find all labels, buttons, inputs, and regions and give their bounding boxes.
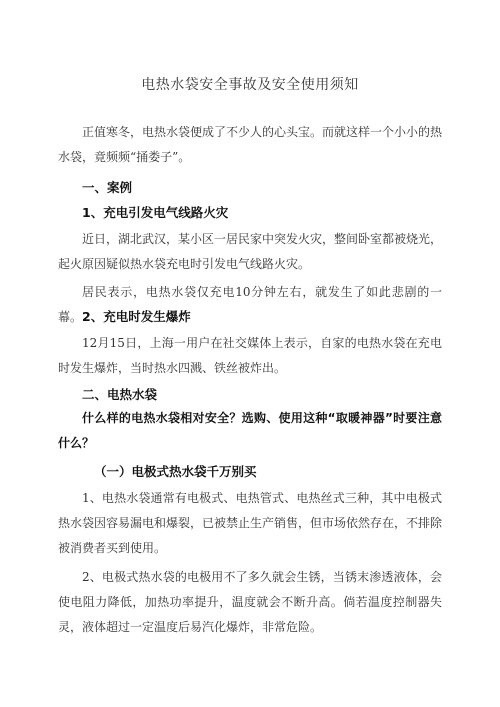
case2-paragraph-1: 12月15日，上海一用户在社交媒体上表示，自家的电热水袋在充电时发生爆炸，当时热水四溅、铁丝被炸出。 <box>58 336 442 375</box>
section-heading-cases: 一、案例 <box>82 180 133 195</box>
safety-question: 什么样的电热水袋相对安全？选购、使用这种“取暖神器”时要注意什么？ <box>58 411 442 450</box>
subsection-heading-electrode: （一）电极式热水袋千万别买 <box>94 464 257 479</box>
case1-paragraph-1: 近日，湖北武汉，某小区一居民家中突发火灾，整间卧室都被烧光，起火原因疑似热水袋充电时引发电气线路火灾。 <box>58 232 443 271</box>
case1-paragraph-2: 居民表示，电热水袋仅充电10分钟左右，就发生了如此悲剧的一幕。 <box>58 285 442 324</box>
section-heading-hot-water-bag: 二、电热水袋 <box>82 387 158 402</box>
electrode-paragraph-2: 2、电极式热水袋的电极用不了多久就会生锈，当锈末渗透液体，会使电阻力降低，加热功率提升，温度就会不断升高。倘若温度控制器失灵，液体超过一定温度后易汽化爆炸，非常危险。 <box>58 570 442 634</box>
intro-paragraph: 正值寒冬，电热水袋便成了不少人的心头宝。而就这样一个小小的热水袋，竟频频“捅娄子”。 <box>58 125 443 164</box>
case2-heading: 2、充电时发生爆炸 <box>82 309 191 324</box>
document-title: 电热水袋安全事故及安全使用须知 <box>141 77 359 93</box>
electrode-paragraph-1: 1、电热水袋通常有电极式、电热管式、电热丝式三种，其中电极式热水袋因容易漏电和爆裂，已被禁止生产销售，但市场依然存在，不排除被消费者买到使用。 <box>58 491 443 555</box>
case1-heading: 1、充电引发电气线路火灾 <box>82 205 229 220</box>
